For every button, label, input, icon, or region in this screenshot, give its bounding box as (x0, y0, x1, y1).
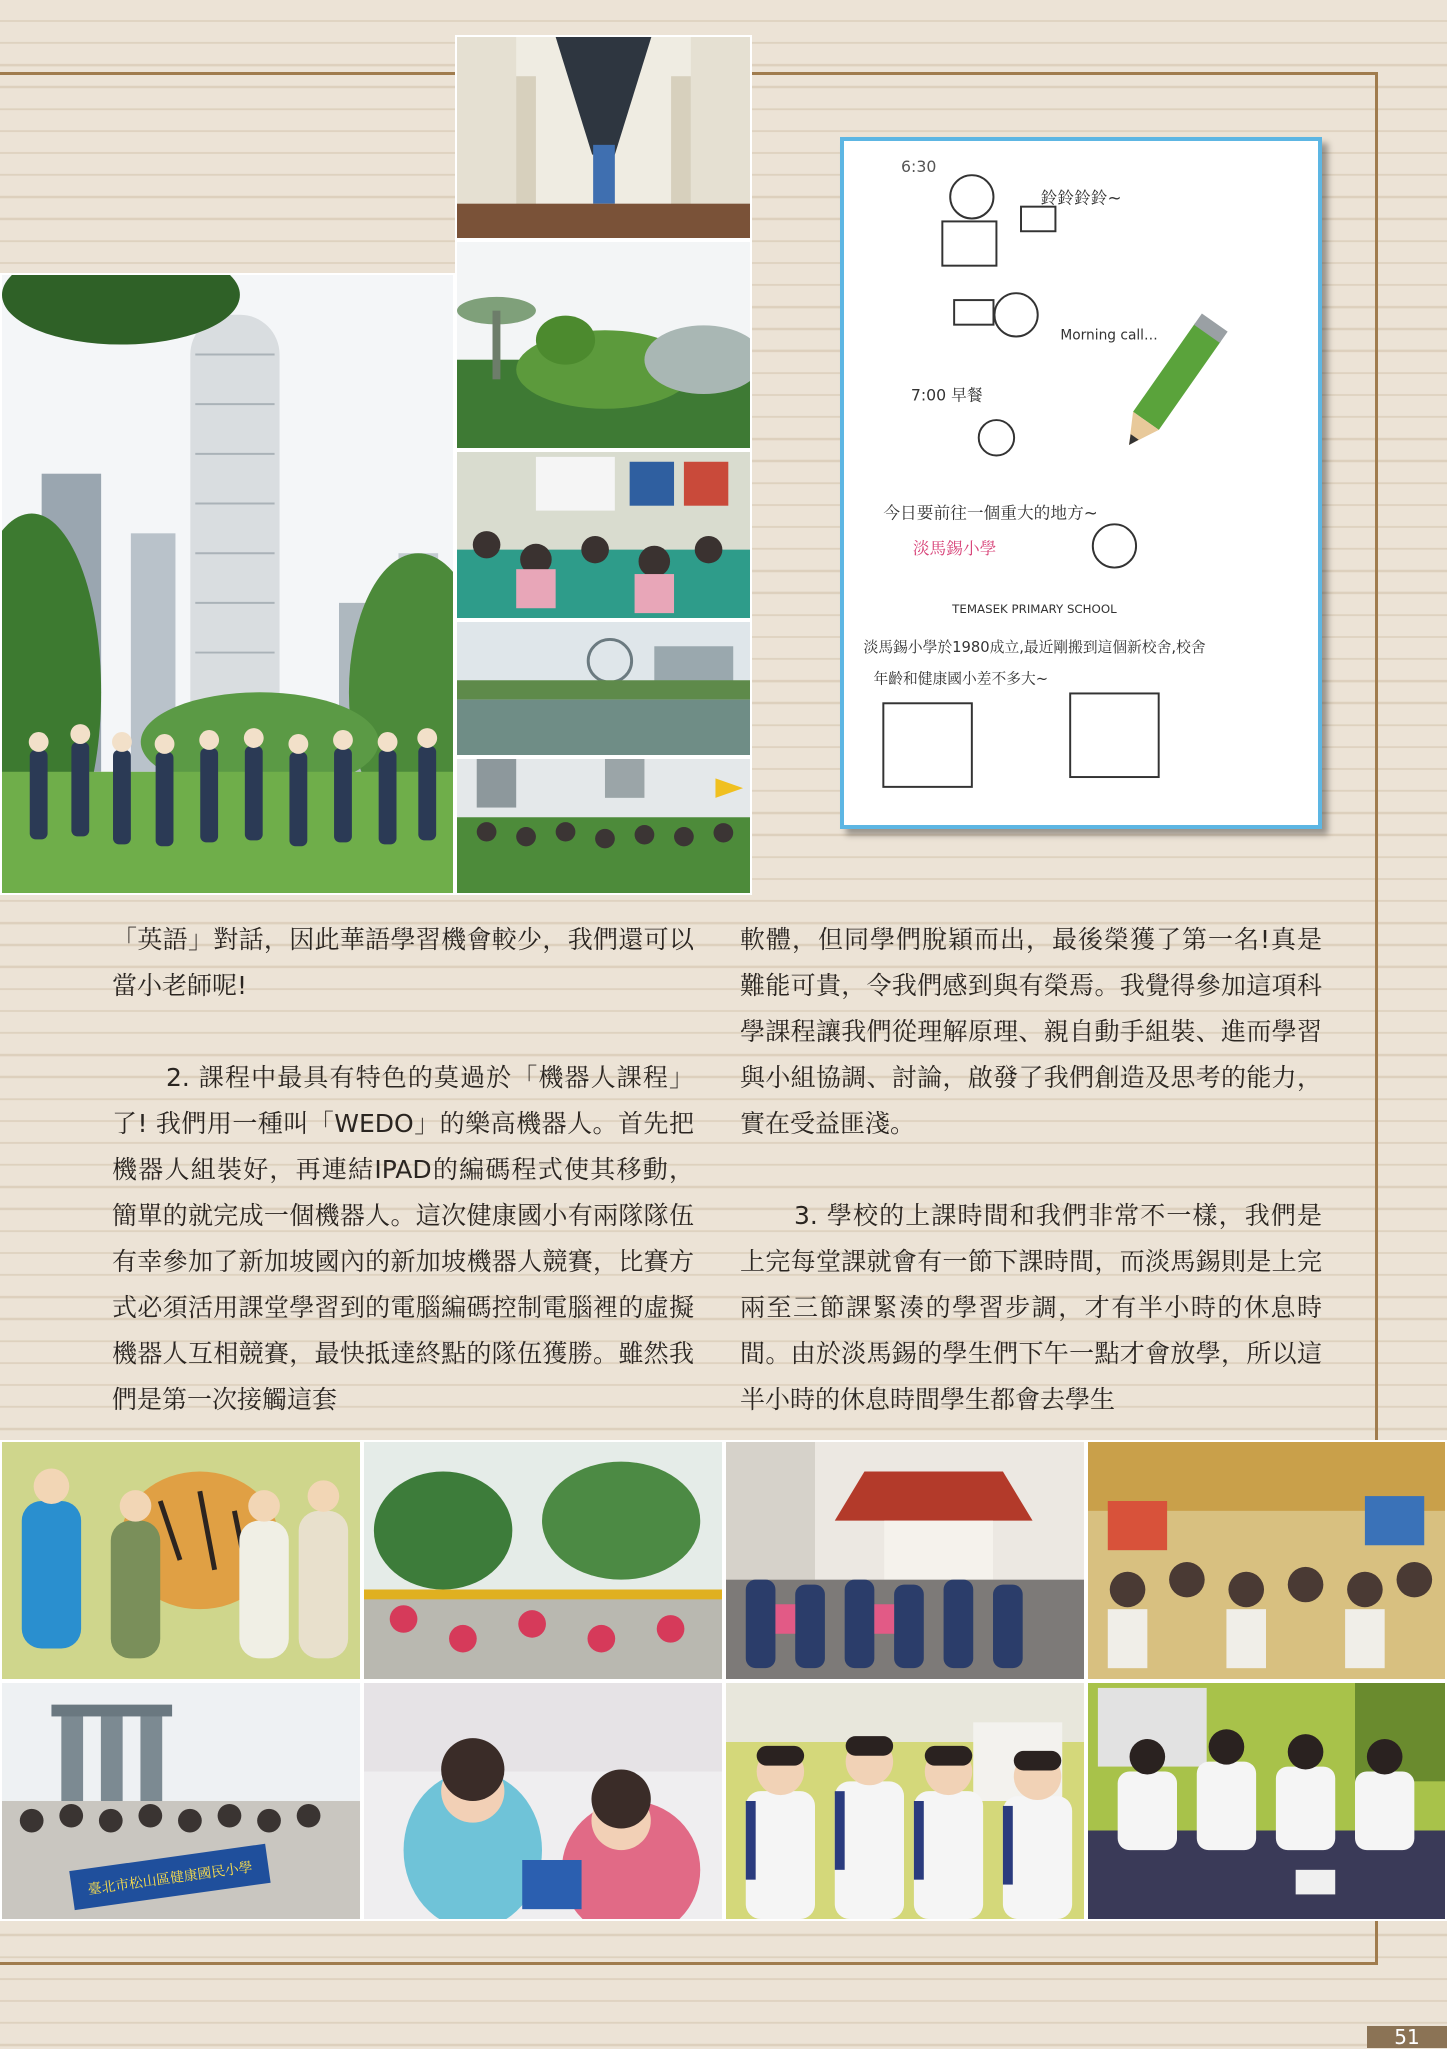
svg-text:鈴鈴鈴鈴~: 鈴鈴鈴鈴~ (1040, 187, 1122, 208)
svg-text:6:30: 6:30 (901, 157, 937, 177)
svg-text:淡馬錫小學: 淡馬錫小學 (912, 537, 997, 558)
diary-sketch-card (840, 137, 1322, 829)
photo-classroom (455, 450, 752, 620)
photo-marina-bay-group (0, 1681, 362, 1921)
svg-text:Morning call…: Morning call… (1060, 327, 1158, 344)
svg-text:淡馬錫小學於1980成立,最近剛搬到這個新校舍,校舍: 淡馬錫小學於1980成立,最近剛搬到這個新校舍,校舍 (863, 639, 1206, 657)
article-column-left (112, 917, 694, 1423)
photo-singapore-flyer (455, 620, 752, 757)
photo-indoor-class (1086, 1440, 1447, 1681)
photo-art-class (1086, 1681, 1447, 1921)
svg-text:年齡和健康國小差不多大~: 年齡和健康國小差不多大~ (873, 670, 1049, 688)
svg-text:TEMASEK PRIMARY SCHOOL: TEMASEK PRIMARY SCHOOL (952, 601, 1117, 616)
svg-text:7:00 早餐: 7:00 早餐 (910, 385, 983, 405)
photo-students-ipad (362, 1681, 724, 1921)
photo-flower-dome (362, 1440, 724, 1681)
paragraph: 3. 學校的上課時間和我們非常不一樣，我們是上完每堂課就會有一節下課時間，而淡馬錫則是上完兩至三節課緊湊的學習步調，才有半小時的休息時間。由於淡馬錫的學生們下午一點才會放學，所以這半小時的休息時間學生都會去學生 (740, 1201, 1322, 1414)
banner-text: 臺北市松山區健康國民小學 (86, 1859, 254, 1899)
photo-garden-supertrees (455, 240, 752, 450)
page-number: 51 (1367, 2026, 1447, 2048)
article-column-right (740, 917, 1322, 1423)
paragraph: 「英語」對話，因此華語學習機會較少，我們還可以當小老師呢! (112, 925, 694, 1000)
photo-tower-group (0, 273, 455, 895)
photo-cathedral (455, 35, 752, 240)
paragraph: 軟體，但同學們脫穎而出，最後榮獲了第一名!真是難能可貴，令我們感到與有榮焉。我覺得參加這項科學課程讓我們從理解原理、親自動手組裝、進而學習與小組協調、討論，啟發了我們創造及思考的能力，實在受益匪淺。 (740, 925, 1322, 1138)
svg-text:今日要前往一個重大的地方~: 今日要前往一個重大的地方~ (883, 502, 1098, 523)
photo-tiger-mural (0, 1440, 362, 1681)
paragraph: 2. 課程中最具有特色的莫過於「機器人課程」了! 我們用一種叫「WEDO」的樂高機器人。首先把機器人組裝好，再連結IPAD的編碼程式使其移動，簡單的就完成一個機器人。這次健康國小有兩隊隊伍有幸參加了新加坡國內的新加坡機器人競賽，比賽方式必須活用課堂學習到的電腦編碼控制電腦裡的虛擬機器人互相競賽，最快抵達終點的隊伍獲勝。雖然我們是第一次接觸這套 (112, 1063, 694, 1414)
photo-outdoor-crowd (455, 757, 752, 895)
photo-school-boys (724, 1681, 1086, 1921)
frame-bottom-line (0, 1962, 1378, 1965)
photo-chinatown-group (724, 1440, 1086, 1681)
